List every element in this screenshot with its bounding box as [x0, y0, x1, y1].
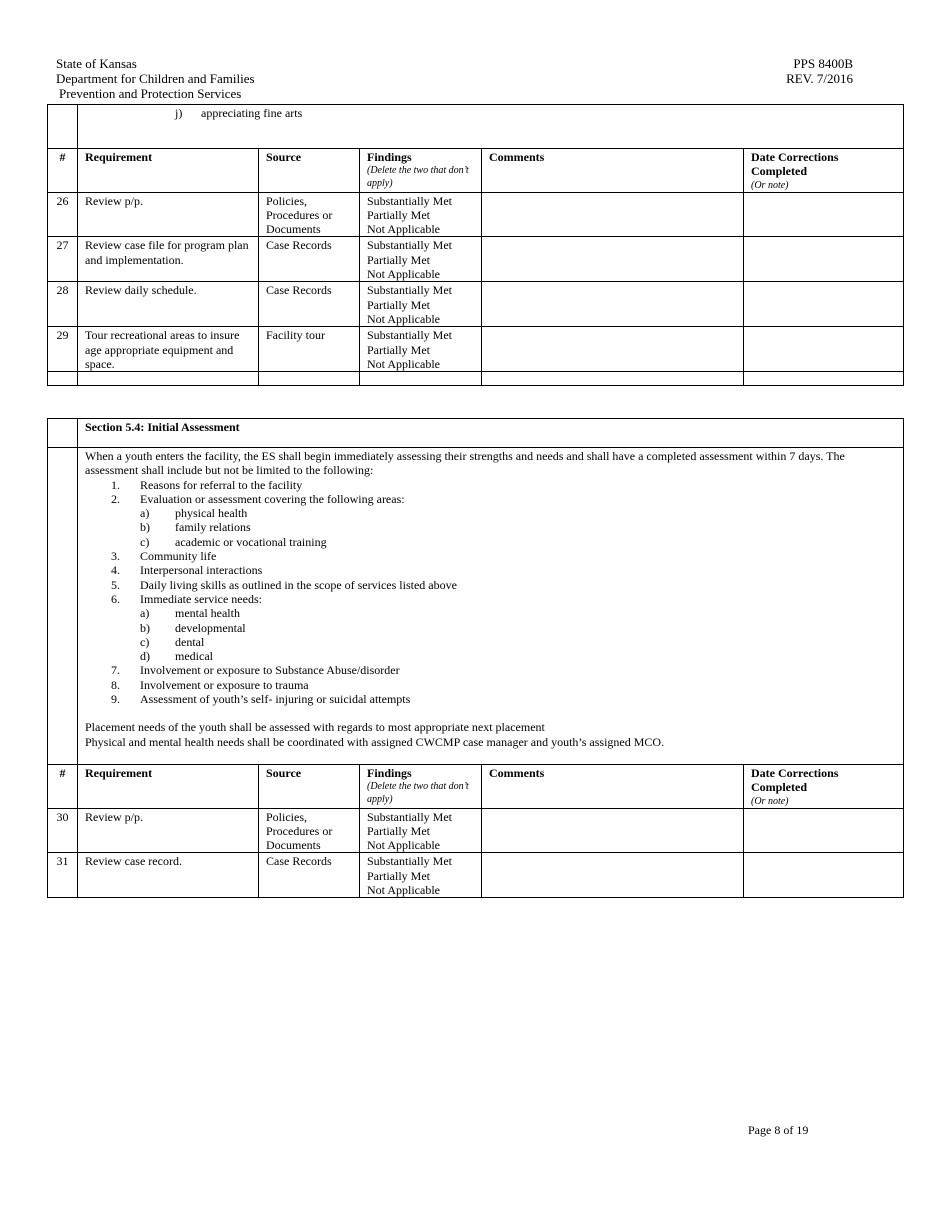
col-comments: Comments: [482, 149, 744, 193]
finding-option: Not Applicable: [367, 883, 440, 898]
row-findings: [360, 853, 482, 898]
row-requirement: Review daily schedule.: [78, 282, 259, 327]
col-source: Source: [259, 149, 360, 193]
list-item: 6. Immediate service needs:: [111, 591, 262, 606]
table-row: [48, 853, 904, 898]
closing-line-1: Placement needs of the youth shall be assessed with regards to most appropriate next placement: [85, 720, 545, 735]
row-number: 27: [48, 237, 78, 282]
row-source: Case Records: [259, 282, 360, 327]
list-item: 2. Evaluation or assessment covering the following areas:: [111, 491, 405, 506]
list-item: 3. Community life: [111, 549, 217, 564]
finding-option: Not Applicable: [367, 267, 440, 282]
row-comments[interactable]: [482, 192, 744, 237]
finding-option: Substantially Met: [367, 854, 452, 869]
table-row: [48, 237, 904, 282]
header-division: Prevention and Protection Services: [59, 86, 242, 101]
row-findings: [360, 237, 482, 282]
carryover-item: [78, 105, 904, 149]
row-source: Case Records: [259, 853, 360, 898]
row-comments[interactable]: [482, 237, 744, 282]
row-requirement: Review p/p.: [78, 808, 259, 853]
row-number: 28: [48, 282, 78, 327]
finding-option: Partially Met: [367, 207, 430, 222]
list-item: 4. Interpersonal interactions: [111, 563, 263, 578]
table-row: [48, 282, 904, 327]
sub-list-item: b) developmental: [140, 620, 246, 635]
row-date-completed[interactable]: [744, 237, 904, 282]
sub-list-item: a) mental health: [140, 606, 240, 621]
table-row: [48, 327, 904, 372]
row-comments[interactable]: [482, 853, 744, 898]
finding-option: Not Applicable: [367, 838, 440, 853]
row-comments[interactable]: [482, 808, 744, 853]
row-requirement: Review case file for program plan and implementation.: [78, 237, 259, 282]
table-row: [48, 192, 904, 237]
row-findings: [360, 808, 482, 853]
row-source: Policies, Procedures or Documents: [259, 192, 360, 237]
section-title-row: [48, 419, 904, 448]
col-findings: Findings (Delete the two that don’t apply): [360, 764, 482, 808]
row-date-completed[interactable]: [744, 327, 904, 372]
assessment-list: [85, 478, 896, 707]
row-number: 29: [48, 327, 78, 372]
list-item: 5. Daily living skills as outlined in the scope of services listed above: [111, 577, 457, 592]
row-requirement: Review p/p.: [78, 192, 259, 237]
header-department: Department for Children and Families: [56, 71, 255, 86]
row-date-completed[interactable]: [744, 853, 904, 898]
col-comments: Comments: [482, 764, 744, 808]
finding-option: Substantially Met: [367, 809, 452, 824]
sub-list-item: c) dental: [140, 634, 205, 649]
section-title: Section 5.4: Initial Assessment: [78, 419, 904, 448]
row-number: 26: [48, 192, 78, 237]
section-intro: When a youth enters the facility, the ES shall begin immediately assessing their strengths and needs and shall have a completed assessment within 7 days. The assessment shall include but not be limited to the following:: [85, 449, 845, 478]
column-header-row: [48, 764, 904, 808]
col-source: Source: [259, 764, 360, 808]
row-date-completed[interactable]: [744, 808, 904, 853]
header-revision: REV. 7/2016: [786, 71, 853, 86]
row-number: 31: [48, 853, 78, 898]
row-findings: [360, 192, 482, 237]
list-item: 1. Reasons for referral to the facility: [111, 477, 303, 492]
col-num: #: [48, 764, 78, 808]
finding-option: Partially Met: [367, 297, 430, 312]
row-requirement: Tour recreational areas to insure age appropriate equipment and space.: [78, 327, 259, 372]
sub-list-item: a) physical health: [140, 506, 248, 521]
row-date-completed[interactable]: [744, 192, 904, 237]
section-body-row: [48, 448, 904, 765]
list-item: 9. Assessment of youth’s self- injuring or suicidal attempts: [111, 692, 411, 707]
row-number: 30: [48, 808, 78, 853]
column-header-row: [48, 149, 904, 193]
row-comments[interactable]: [482, 327, 744, 372]
requirements-table-2: [47, 418, 904, 898]
col-date: Date Corrections Completed (Or note): [744, 149, 904, 193]
row-source: Policies, Procedures or Documents: [259, 808, 360, 853]
col-requirement: Requirement: [78, 149, 259, 193]
finding-option: Partially Met: [367, 252, 430, 267]
row-date-completed[interactable]: [744, 282, 904, 327]
row-source: Case Records: [259, 237, 360, 282]
finding-option: Not Applicable: [367, 222, 440, 237]
table-row: [48, 808, 904, 853]
carryover-text: appreciating fine arts: [201, 106, 303, 120]
sub-list-item: d) medical: [140, 649, 213, 664]
page-number: Page 8 of 19: [748, 1123, 809, 1137]
finding-option: Partially Met: [367, 868, 430, 883]
row-comments[interactable]: [482, 282, 744, 327]
finding-option: Substantially Met: [367, 238, 452, 253]
carryover-row: [48, 105, 904, 149]
sub-list-item: b) family relations: [140, 520, 251, 535]
row-source: Facility tour: [259, 327, 360, 372]
finding-option: Partially Met: [367, 342, 430, 357]
empty-row: [48, 372, 904, 386]
row-findings: [360, 282, 482, 327]
row-requirement: Review case record.: [78, 853, 259, 898]
col-date: Date Corrections Completed (Or note): [744, 764, 904, 808]
finding-option: Partially Met: [367, 823, 430, 838]
requirements-table-1: [47, 104, 904, 386]
finding-option: Substantially Met: [367, 283, 452, 298]
list-item: 8. Involvement or exposure to trauma: [111, 677, 309, 692]
finding-option: Not Applicable: [367, 356, 440, 371]
finding-option: Substantially Met: [367, 193, 452, 208]
finding-option: Not Applicable: [367, 311, 440, 326]
col-requirement: Requirement: [78, 764, 259, 808]
list-item: 7. Involvement or exposure to Substance Abuse/disorder: [111, 663, 400, 678]
header-form-number: PPS 8400B: [793, 56, 853, 71]
header-state: State of Kansas: [56, 56, 137, 71]
col-num: #: [48, 149, 78, 193]
row-findings: [360, 327, 482, 372]
carryover-marker: j): [175, 106, 183, 120]
col-findings: Findings (Delete the two that don’t apply): [360, 149, 482, 193]
closing-line-2: Physical and mental health needs shall be coordinated with assigned CWCMP case manager and youth’s assigned MCO.: [85, 734, 665, 749]
finding-option: Substantially Met: [367, 328, 452, 343]
sub-list-item: c) academic or vocational training: [140, 534, 327, 549]
section-body: [78, 448, 904, 765]
